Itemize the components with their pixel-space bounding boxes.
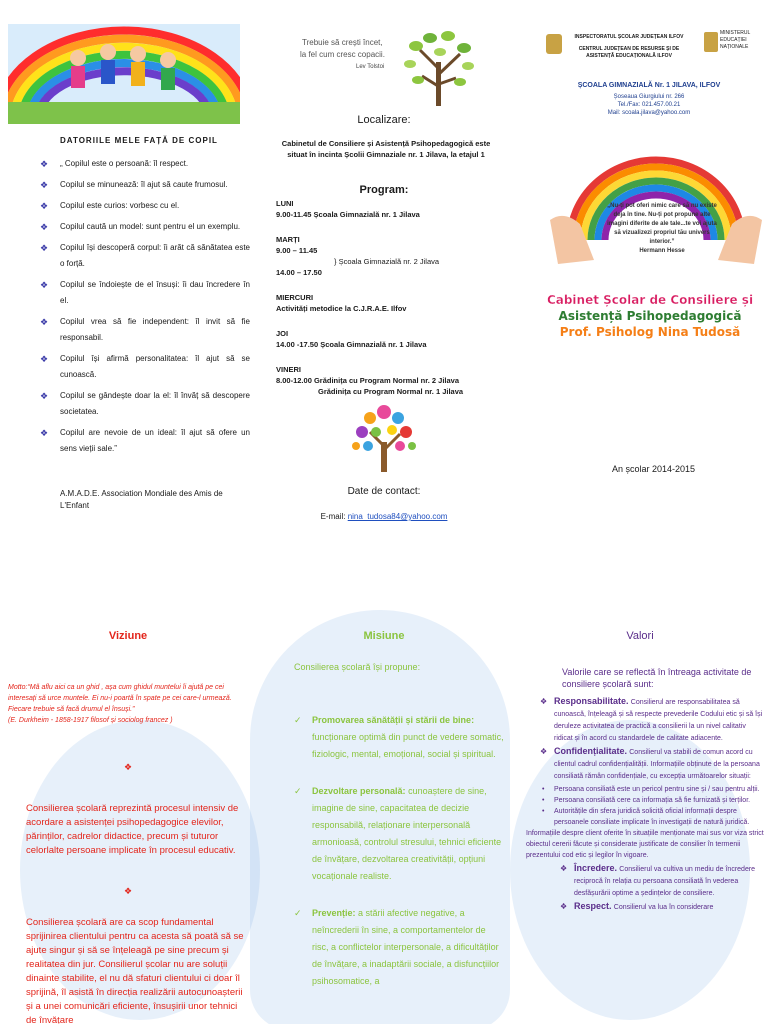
motto-text: Motto:“Mă aflu aici ca un ghid , așa cum ghidul muntelui îi ajută pe cei interesați să urce muntele. Ei nu-i poartă în spate pe cei care-l urmează. Fiecare trebuie să facă drumul el însuși.” bbox=[8, 684, 232, 713]
institution-line-2: CENTRUL JUDEȚEAN DE RESURSE ȘI DE bbox=[578, 46, 680, 52]
schedule-line: 14.00 – 17.50 bbox=[276, 268, 322, 277]
list-item bbox=[526, 696, 766, 744]
check-icon: ✓ bbox=[294, 908, 302, 918]
children-rainbow-image bbox=[8, 24, 240, 124]
valori-item-head: Responsabilitate. bbox=[554, 696, 629, 706]
schedule-line: 9.00 – 11.45 bbox=[276, 246, 318, 255]
schedule-day: VINERI bbox=[276, 365, 302, 374]
diamond-bullet-icon: ❖ bbox=[123, 762, 133, 772]
list-item: ❖ Copilul se gândește doar la el: îl învăț să descopere societatea. bbox=[40, 388, 250, 420]
list-item: ❖ Copilul se minunează: îl ajut să caute frumosul. bbox=[40, 177, 250, 193]
misiune-list bbox=[294, 712, 504, 990]
valori-item-head: Respect. bbox=[574, 901, 612, 911]
institution-line-3: ASISTENȚĂ EDUCAȚIONALĂ ILFOV bbox=[586, 53, 672, 59]
dot-bullet-icon: • bbox=[542, 808, 545, 815]
tree-quote-box bbox=[296, 28, 476, 108]
list-item: ❖ Copilul caută un model: sunt pentru el un exemplu. bbox=[40, 219, 250, 235]
diamond-bullet-icon: ❖ bbox=[40, 180, 49, 190]
diamond-bullet-icon: ❖ bbox=[540, 697, 548, 706]
institution-line-1: INSPECTORATUL ȘCOLAR JUDEȚEAN ILFOV bbox=[574, 34, 684, 40]
valori-item-text: Consilierul va cultiva un mediu de încredere reciprocă în relația cu persoana consiliată în vederea desfășurării optime a ședințelor de consiliere. bbox=[574, 866, 756, 897]
quote-author: Lev Tolstoi bbox=[356, 64, 385, 70]
viziune-title: Viziune bbox=[108, 630, 148, 642]
hesse-author: Hermann Hesse bbox=[639, 248, 685, 254]
cabinet-title bbox=[532, 292, 768, 340]
valori-title: Valori bbox=[626, 630, 654, 642]
valori-intro: Valorile care se reflectă în întreaga activitate de consiliere școlară sunt: bbox=[562, 667, 752, 689]
schedule-day: LUNI bbox=[276, 199, 294, 208]
schedule-day: MARȚI bbox=[276, 235, 300, 244]
valori-subitem: Persoana consiliată este un pericol pentru sine și / sau pentru alții. bbox=[554, 786, 760, 793]
valori-item-text: Consilierul va stabili de comun acord cu clientul cadrul confidențialității. Informațiile obținute de la persoana consiliată rămân confidențiale, cu excepția următoarelor situații: bbox=[554, 749, 760, 780]
schedule bbox=[276, 198, 506, 397]
panel-misiune bbox=[256, 590, 512, 1024]
valori-item-text: Consilierul are responsabilitatea să cunoască, înțeleagă și să respecte prevederile Codului etic și să își deruleze activitatea de practică a consilierii la un nivel calitativ ridicat și în acord cu standardele de calitate adiacente. bbox=[554, 699, 763, 742]
contact-email-row bbox=[256, 512, 512, 521]
rainbow-hands-image bbox=[550, 140, 762, 270]
list-item bbox=[526, 806, 766, 828]
valori-item-text: Consilierul va lua în considerare bbox=[613, 904, 714, 911]
list-item: ❖ Copilul se îndoiește de el însuși: îi dau încredere în el. bbox=[40, 277, 250, 309]
school-phone: Tel./Fax: 021.457.00.21 bbox=[617, 102, 681, 108]
diamond-bullet-icon: ❖ bbox=[40, 354, 49, 364]
hesse-quote: „Nu-ți pot oferi nimic care să nu existe deja în tine. Nu-ți pot propune alte imagini diferite de ale tale...te voi ajuta să vizualizezi propriul tău univers interior.” bbox=[607, 203, 717, 245]
valori-item-head: Încredere. bbox=[574, 863, 618, 873]
panel-valori bbox=[512, 590, 768, 1024]
list-item: ❖ Copilul are nevoie de un ideal: îl ajut să ofere un sens vieții sale.” bbox=[40, 425, 250, 457]
ministry-name: MINISTERUL EDUCAȚIEI NAȚIONALE bbox=[720, 30, 751, 50]
location-title: Localizare: bbox=[357, 114, 411, 126]
misiune-item-text: cunoaștere de sine, imagine de sine, capacitatea de decizie responsabilă, relaționare interpersonală armonioasă, controlul stresului, tehnici eficiente de învățare, dezvoltarea creativității, opțiuni vocaționale realiste. bbox=[312, 786, 502, 881]
viziune-paragraph-2: Consilierea școlară are ca scop fundamental sprijinirea clientului pentru ca acesta să poată să se ajute singur și să se înțeleagă pe sine precum și realitatea din jur. Consilierul școlar nu are soluții dinainte stabilite, el nu dă sfaturi clientului ci doar îl sprijină, îl asistă în direcția realizării autocunoașterii și a unei comunicări eficiente, însușirii unor tehnici de învățare bbox=[26, 917, 244, 1024]
valori-item-head: Confidențialitate. bbox=[554, 746, 628, 756]
diamond-bullet-icon: ❖ bbox=[40, 280, 49, 290]
panel-location bbox=[256, 0, 512, 560]
valori-subitem: Persoana consiliată cere ca informația să fie furnizată și terților. bbox=[554, 797, 751, 804]
list-item bbox=[526, 795, 766, 806]
misiune-item-head: Prevenție: bbox=[312, 908, 356, 918]
program-title: Program: bbox=[359, 184, 409, 196]
ministry-crest-icon bbox=[704, 32, 718, 52]
school-mail: Mail: scoala.jilava@yahoo.com bbox=[607, 110, 691, 116]
viziune-paragraph-1: Consilierea școlară reprezintă procesul intensiv de acordare a asistenței psihopedagogice elevilor, părinților, cadrelor didactice, precum și tuturor celorlalte persoane implicate în procesul educativ. bbox=[26, 803, 239, 856]
diamond-bullet-icon: ❖ bbox=[560, 864, 568, 873]
diamond-bullet-icon: ❖ bbox=[40, 222, 49, 232]
list-item: ❖ „ Copilul este o persoană: îl respect. bbox=[40, 156, 250, 172]
email-link[interactable]: nina_tudosa84@yahoo.com bbox=[347, 512, 448, 521]
schedule-line: Activități metodice la C.J.R.A.E. Ilfov bbox=[276, 304, 407, 313]
valori-subitem: Autoritățile din sfera juridică solicită oficial informații despre persoanele consiliate implicate în investigații de natură juridică. bbox=[554, 808, 750, 826]
schedule-line: } Școala Gimnazială nr. 2 Jilava bbox=[334, 257, 440, 266]
list-item: ❖ Copilul vrea să fie independent: îl invit să fie responsabil. bbox=[40, 314, 250, 346]
dot-bullet-icon: • bbox=[542, 786, 545, 793]
misiune-intro: Consilierea școlară își propune: bbox=[294, 662, 421, 672]
misiune-item-text: a stării afective negative, a neîncrederii în sine, a comportamentelor de risc, a conflictelor interpersonale, a dificultăților de învățare, a inadaptării sociale, a disfuncțiilor psihosomatice, a bbox=[312, 908, 500, 986]
schedule-line: 9.00-11.45 Școala Gimnazială nr. 1 Jilava bbox=[276, 210, 420, 219]
panel-viziune bbox=[0, 590, 256, 1024]
diamond-bullet-icon: ❖ bbox=[40, 428, 49, 438]
isj-logo bbox=[546, 34, 562, 54]
brochure-inner-side bbox=[0, 590, 768, 1024]
diamond-bullet-icon: ❖ bbox=[40, 391, 49, 401]
school-name: ȘCOALA GIMNAZIALĂ Nr. 1 JILAVA, ILFOV bbox=[577, 82, 721, 89]
duties-title: DATORIILE MELE FAȚĂ DE COPIL bbox=[60, 136, 218, 145]
diamond-bullet-icon: ❖ bbox=[40, 317, 49, 327]
quote-line-1: Trebuie să crești încet, bbox=[302, 38, 383, 47]
cabinet-title-line-2: Asistență Psihopedagogică bbox=[558, 309, 742, 323]
contact-title: Date de contact: bbox=[347, 486, 421, 497]
misiune-item-head: Dezvoltare personală: bbox=[312, 786, 406, 796]
cabinet-title-line-3: Prof. Psiholog Nina Tudosă bbox=[559, 325, 741, 339]
institution-header bbox=[546, 30, 766, 76]
quote-line-2: la fel cum cresc copacii. bbox=[300, 50, 385, 59]
schedule-day: JOI bbox=[276, 329, 289, 338]
check-icon: ✓ bbox=[294, 786, 302, 796]
diamond-bullet-icon: ❖ bbox=[123, 886, 133, 896]
diamond-bullet-icon: ❖ bbox=[540, 747, 548, 756]
panel-duties bbox=[0, 0, 256, 560]
green-tree-icon bbox=[396, 28, 482, 108]
list-item bbox=[526, 901, 766, 913]
schedule-line: 14.00 -17.50 Școala Gimnazială nr. 1 Jilava bbox=[276, 340, 427, 349]
colorful-tree-icon bbox=[348, 402, 420, 474]
list-item bbox=[294, 712, 504, 763]
misiune-title: Misiune bbox=[363, 630, 405, 642]
list-item bbox=[526, 784, 766, 795]
list-item bbox=[526, 863, 766, 899]
school-year: An școlar 2014-2015 bbox=[612, 464, 696, 474]
list-item bbox=[526, 746, 766, 782]
motto-source: (E. Durkheim - 1858-1917 filosof și sociolog francez ) bbox=[8, 717, 173, 724]
list-item: ❖ Copilul își afirmă personalitatea: îl ajut să se cunoască. bbox=[40, 351, 250, 383]
location-text: Cabinetul de Consiliere și Asistență Psihopedagogică este situat în incinta Școlii Gimnaziale nr. 1 Jilava, la etajul 1 bbox=[281, 139, 491, 159]
school-address: Șoseaua Giurgiului nr. 266 bbox=[613, 94, 685, 100]
cabinet-title-line-1: Cabinet Școlar de Consiliere și bbox=[546, 293, 754, 307]
list-item: ❖ Copilul își descoperă corpul: îi arăt că sănătatea este o forță. bbox=[40, 240, 250, 272]
diamond-bullet-icon: ❖ bbox=[560, 902, 568, 911]
list-item: ❖ Copilul este curios: vorbesc cu el. bbox=[40, 198, 250, 214]
duties-source: A.M.A.D.E. Association Mondiale des Amis de L'Enfant bbox=[60, 489, 223, 510]
diamond-bullet-icon: ❖ bbox=[40, 201, 49, 211]
schedule-line: 8.00-12.00 Grădinița cu Program Normal nr. 2 Jilava bbox=[276, 376, 459, 385]
schedule-day: MIERCURI bbox=[276, 293, 314, 302]
valori-note: Informațiile despre client oferite în situațiile menționate mai sus vor viza strict obiectul cererii făcute și considerate justificate de consilier în termenii prezentului cod etic și legilor în vigoare. bbox=[526, 830, 764, 859]
schedule-line: Grădinița cu Program Normal nr. 1 Jilava bbox=[318, 387, 464, 396]
list-item bbox=[294, 905, 504, 990]
panel-cover bbox=[512, 0, 768, 560]
duties-list bbox=[40, 156, 250, 462]
email-label: E-mail: bbox=[320, 512, 346, 521]
dot-bullet-icon: • bbox=[542, 797, 545, 804]
misiune-item-head: Promovarea sănătății și stării de bine: bbox=[312, 715, 475, 725]
misiune-item-text: funcționare optimă din punct de vedere somatic, fiziologic, mental, emoțional, social și spiritual. bbox=[312, 732, 504, 759]
viziune-motto bbox=[8, 682, 248, 726]
list-item bbox=[294, 783, 504, 885]
diamond-bullet-icon: ❖ bbox=[40, 159, 49, 169]
valori-list bbox=[526, 696, 766, 913]
diamond-bullet-icon: ❖ bbox=[40, 243, 49, 253]
check-icon: ✓ bbox=[294, 715, 302, 725]
